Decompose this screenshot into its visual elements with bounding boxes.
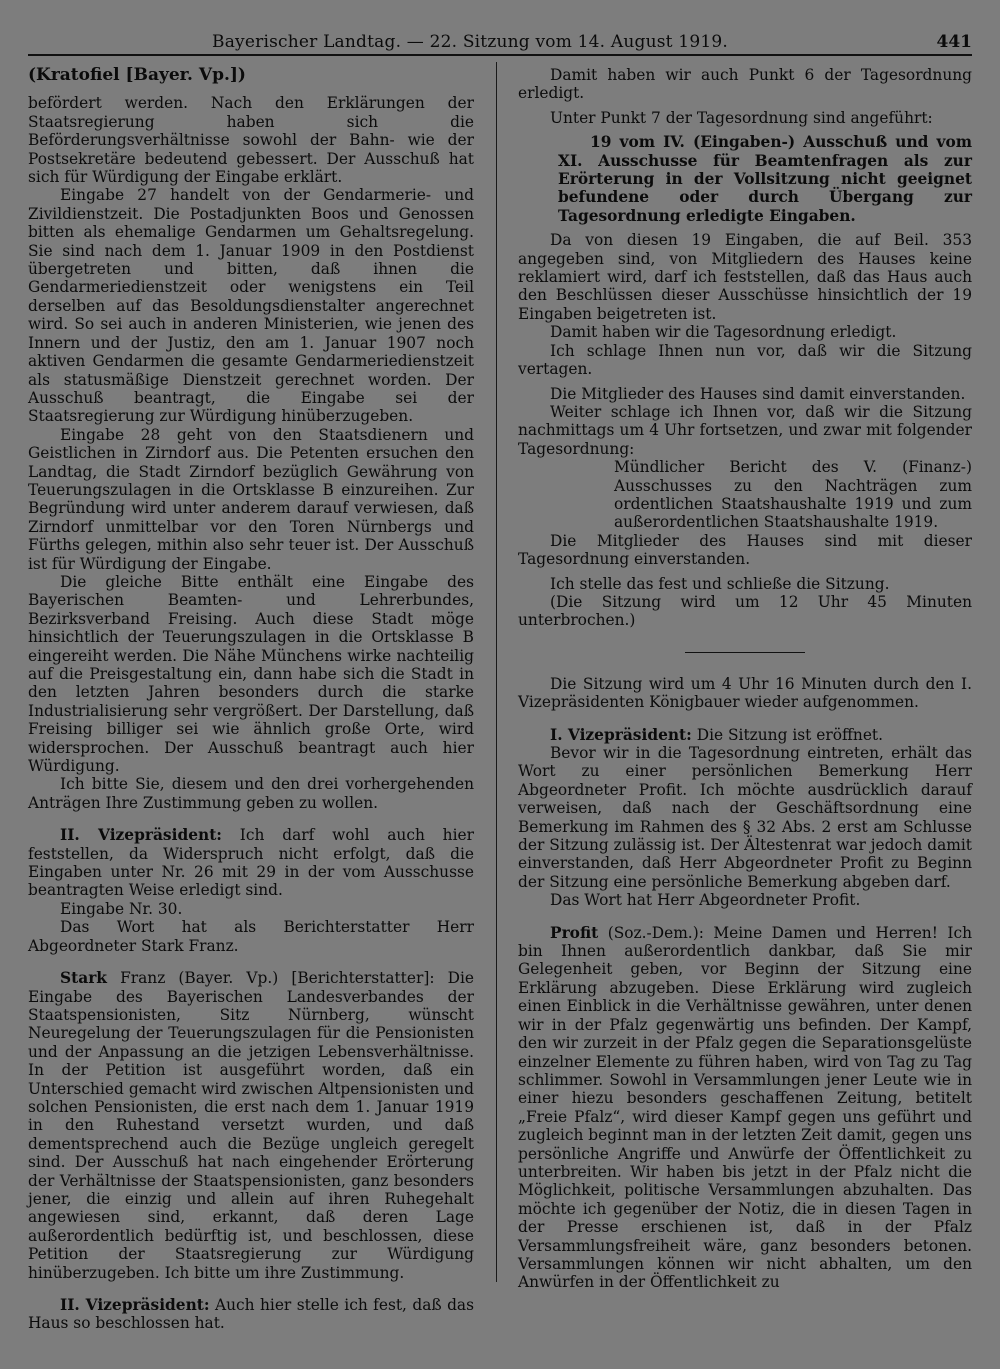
paragraph: Eingabe 27 handelt von der Gendarmerie- und Zivildienstzeit. Die Postadjunkten Boos und Genossen bitten als ehemalige Gendarmen um Gehaltsregelung. Sie sind nach dem 1. Januar 1909 in den Postdienst übergetreten und bitten, daß ihnen die Gendarmeriedienstzeit oder wenigstens ein Teil derselben auf das Besoldungsdienstalter angerechnet wird. So sei auch in anderen Ministerien, wie jenen des Innern und der Justiz, den am 1. Januar 1907 noch aktiven Gendarmen die gesamte Gendarmeriedienstzeit als statusmäßige Dienstzeit gerechnet worden. Der Ausschuß beantragt, die Eingabe sei der Staatsregierung zur Würdigung hinüberzugeben. (28, 186, 474, 426)
section-rule (685, 652, 805, 653)
speaker-name: II. Vizepräsident: (60, 1296, 210, 1314)
paragraph: Ich stelle das fest und schließe die Sitzung. (550, 574, 890, 593)
speaker-name: I. Vizepräsident: (550, 725, 692, 744)
paragraph: Die gleiche Bitte enthält eine Eingabe des Bayerischen Beamten- und Lehrerbundes, Bezirksverband Freising. Auch diese Stadt möge hinsichtlich der Teuerungszulagen in die Ortsklasse B eingereiht werden. Die Nähe Münchens wirke nachteilig auf die Preisgestaltung ein, dann habe sich die Stadt in den letzten Jahren besonders durch die starke Industrialisierung sehr vergrößert. Der Darstellung, daß Freising billiger sei wie ähnlich große Orte, wird widersprochen. Der Ausschuß beantragt auch hier Würdigung. (28, 572, 474, 776)
paragraph: Die Mitglieder des Hauses sind damit einverstanden. (550, 384, 966, 403)
speech-text: Die Sitzung ist eröffnet. (691, 725, 884, 744)
paragraph: Weiter schlage ich Ihnen vor, daß wir die Sitzung nachmittags um 4 Uhr fortsetzen, und zwar mit folgender Tagesordnung: (518, 402, 972, 458)
speech-text: Auch hier stelle ich fest, daß das Haus so beschlossen hat. (28, 1296, 475, 1333)
paragraph: Bevor wir in die Tagesordnung eintreten, erhält das Wort zu einer persönlichen Bemerkung Herr Abgeordneter Profit. Ich möchte ausdrücklich darauf verweisen, daß nach der Geschäftsordnung eine Bemerkung im Rahmen des § 32 Abs. 2 erst am Schlusse der Sitzung zulässig ist. Der Ältestenrat war jedoch damit einverstanden, daß Herr Abgeordneter Profit zu Beginn der Sitzung eine persönliche Bemerkung abgeben darf. (518, 744, 972, 891)
speech-paragraph (518, 726, 972, 744)
running-head: Bayerischer Landtag. — 22. Sitzung vom 14. August 1919. (212, 32, 728, 52)
column-divider (496, 62, 497, 1282)
speech-paragraph (28, 1296, 474, 1333)
paragraph: Da von diesen 19 Eingaben, die auf Beil. 353 angegeben sind, von Mitgliedern des Hauses keine reklamiert wird, darf ich feststellen, daß das Haus auch den Beschlüssen dieser Ausschüsse hinsichtlich der 19 Eingaben beigetreten ist. (518, 231, 972, 323)
speaker-continuation-heading: (Kratofiel [Bayer. Vp.]) (28, 65, 246, 85)
speech-text: Franz (Bayer. Vp.) [Berichterstatter]: Die Eingabe des Bayerischen Landesverbandes der Staatspensionisten, Sitz Nürnberg, wünscht Neuregelung der Teuerungszulagen für die Pensionisten und der Anpassung an die jetzigen Lebensverhältnisse. In der Petition ist ausgeführt worden, daß ein Unterschied gemacht wird zwischen Altpensionisten und solchen Pensionisten, die erst nach dem 1. Januar 1919 in den Ruhestand versetzt wurden, und daß dementsprechend auch die Bezüge ungleich geregelt sind. Der Ausschuß hat nach eingehender Erörterung der Verhältnisse der Staatspensionisten, ganz besonders jener, die einzig und allein auf ihren Ruhegehalt angewiesen sind, erkannt, daß deren Lage außerordentlich bedürftig ist, und beschlossen, diese Petition der Staatsregierung zur Würdigung hinüberzugeben. Ich bitte um ihre Zustimmung. (28, 969, 474, 1282)
paragraph: Unter Punkt 7 der Tagesordnung sind angeführt: (550, 108, 933, 127)
speaker-name: Profit (550, 923, 599, 942)
page-number: 441 (936, 32, 972, 52)
left-column (28, 66, 474, 1333)
header-rule (28, 54, 972, 56)
paragraph: Eingabe 28 geht von den Staatsdienern und Geistlichen in Zirndorf aus. Die Petenten ersuchen den Landtag, die Stadt Zirndorf bezüglich Gewährung von Teuerungszulagen in die Ortsklasse B einzureihen. Zur Begründung wird unter anderem darauf verwiesen, daß Zirndorf unmittelbar vor den Toren Nürnbergs und Fürths gelegen, mithin also sehr teuer ist. Der Ausschuß ist für Würdigung der Eingabe. (28, 425, 474, 573)
agenda-quote: Mündlicher Bericht des V. (Finanz-) Ausschusses zu den Nachträgen zum ordentlichen Staatshaushalte 1919 und zum außerordentlichen Staatshaushalte 1919. (614, 458, 972, 532)
speech-paragraph (518, 924, 972, 1292)
paragraph: Eingabe Nr. 30. (60, 899, 183, 918)
speaker-name: II. Vizepräsident: (60, 826, 222, 845)
agenda-item: 19 vom IV. (Eingaben-) Ausschuß und vom XI. Ausschusse für Beamtenfragen als zur Erörterung in der Vollsitzung nicht geeignet befundene oder durch Übergang zur Tagesordnung erledigte Eingaben. (558, 133, 972, 225)
paragraph: Damit haben wir die Tagesordnung erledigt. (550, 323, 897, 342)
right-column (518, 66, 972, 1292)
paragraph: befördert werden. Nach den Erklärungen der Staatsregierung haben sich die Beförderungsverhältnisse sowohl der Bahn- wie der Postsekretäre bedeutend gebessert. Der Ausschuß hat sich für Würdigung der Eingabe erklärt. (28, 94, 474, 187)
paragraph: Die Sitzung wird um 4 Uhr 16 Minuten durch den I. Vizepräsidenten Königbauer wieder aufgenommen. (518, 674, 972, 712)
page-header (28, 28, 972, 54)
paragraph: Ich schlage Ihnen nun vor, daß wir die Sitzung vertagen. (518, 341, 972, 379)
paragraph: Damit haben wir auch Punkt 6 der Tagesordnung erledigt. (518, 66, 972, 103)
speaker-name: Stark (60, 969, 107, 988)
paragraph: Die Mitglieder des Hauses sind mit dieser Tagesordnung einverstanden. (518, 531, 972, 569)
paragraph: Das Wort hat als Berichterstatter Herr Abgeordneter Stark Franz. (28, 918, 474, 955)
speech-paragraph (28, 826, 474, 900)
paragraph: Das Wort hat Herr Abgeordneter Profit. (550, 891, 861, 910)
speech-text: Ich darf wohl auch hier feststellen, da Widerspruch nicht erfolgt, daß die Eingaben unter Nr. 26 mit 29 in der vom Ausschusse beantragten Weise erledigt sind. (28, 826, 474, 900)
paragraph: Ich bitte Sie, diesem und den drei vorhergehenden Anträgen Ihre Zustimmung geben zu wollen. (28, 775, 474, 812)
speech-text: (Soz.-Dem.): Meine Damen und Herren! Ich bin Ihnen außerordentlich dankbar, daß Sie mir Gelegenheit geben, vor Beginn der Sitzung eine Erklärung abzugeben. Diese Erklärung wird zugleich einen Einblick in die Verhältnisse gewähren, unter denen wir in der Pfalz gegenwärtig uns befinden. Der Kampf, den wir zurzeit in der Pfalz gegen die Separationsgelüste einzelner Elemente zu führen haben, wird von Tag zu Tag schlimmer. Sowohl in Versammlungen jener Leute wie in einer hiezu besonders geschaffenen Zeitung, betitelt „Freie Pfalz“, wird dieser Kampf gegen uns geführt und zugleich beginnt man in der letzten Zeit damit, gegen uns persönliche Angriffe und Anwürfe der Öffentlichkeit zu unterbreiten. Wir haben bis jetzt in der Pfalz nicht die Möglichkeit, politische Versammlungen abzuhalten. Das möchte ich gegenüber der Notiz, die in diesen Tagen in der Presse erschienen ist, daß in der Pfalz Versammlungsfreiheit wäre, ganz besonders betonen. Versammlungen können wir nicht abhalten, um den Anwürfen in der Öffentlichkeit zu (518, 923, 972, 1292)
paragraph: (Die Sitzung wird um 12 Uhr 45 Minuten unterbrochen.) (518, 592, 972, 630)
speech-paragraph (28, 969, 474, 1282)
